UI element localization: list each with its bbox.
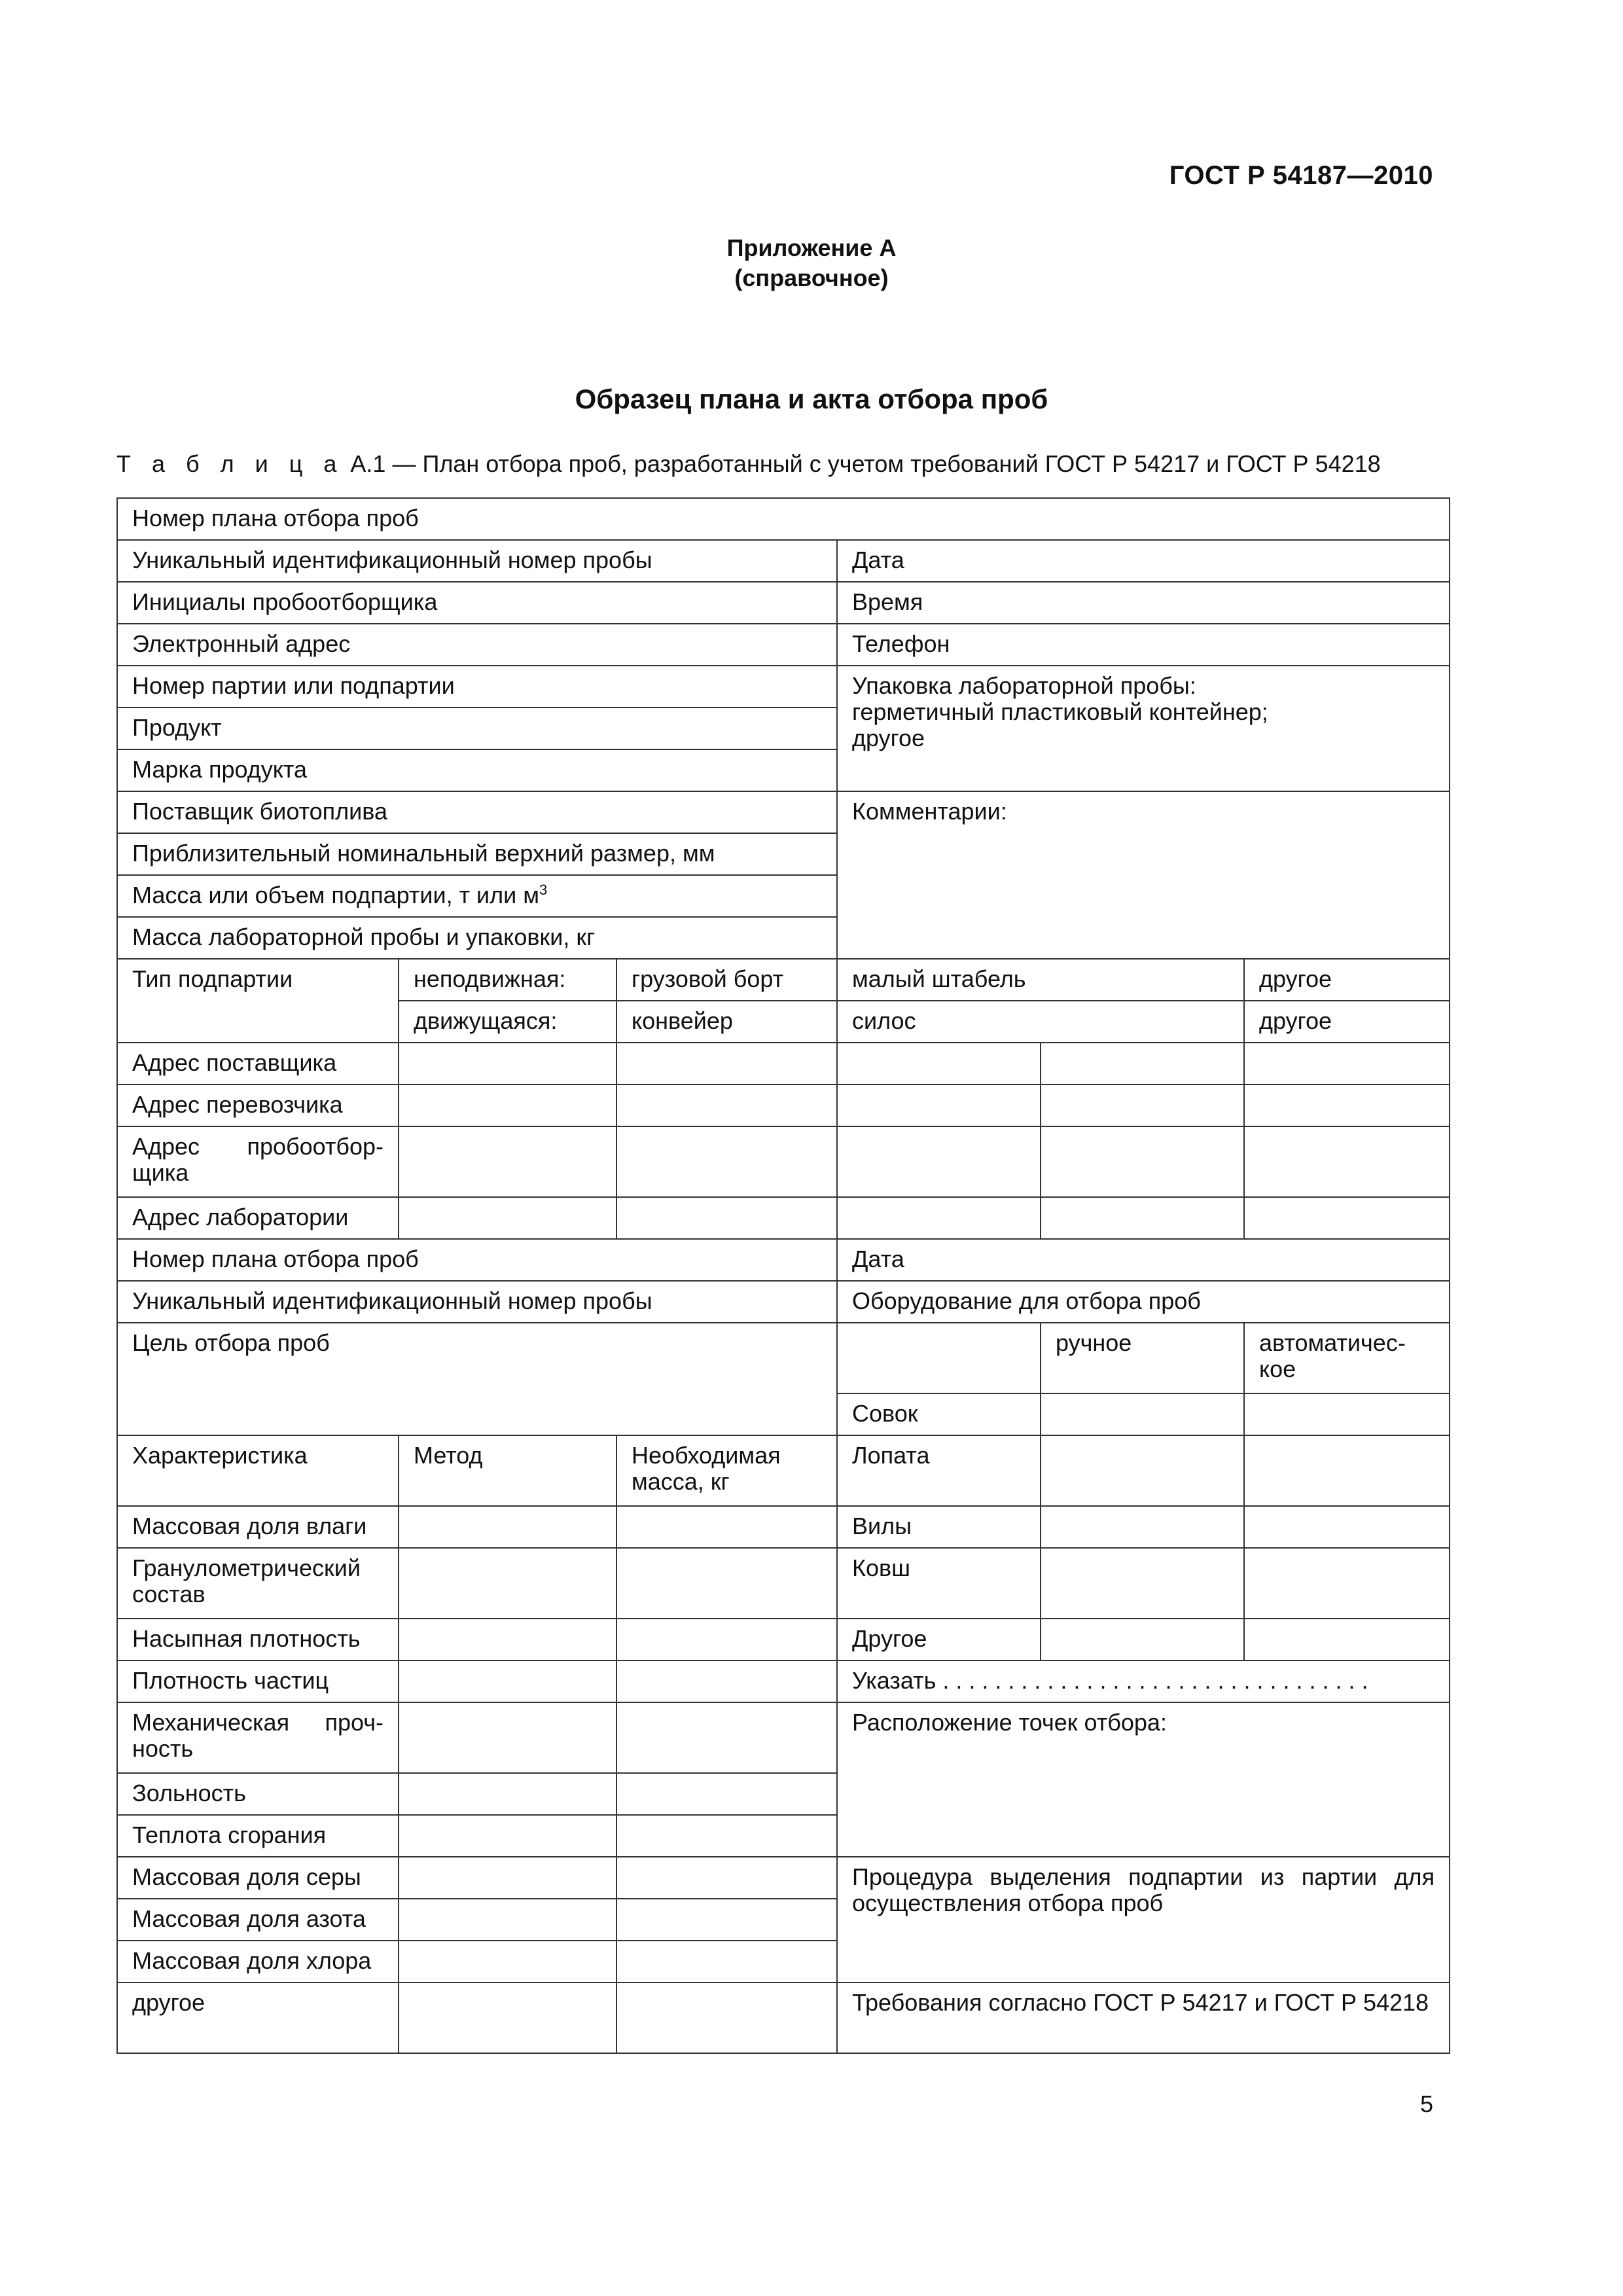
cell-bulk-density: Насыпная плотность [117, 1619, 399, 1660]
table-row [117, 1548, 1450, 1619]
caption-text: А.1 — План отбора проб, разработанный с учетом требований ГОСТ Р 54217 и ГОСТ Р 54218 [350, 450, 1381, 477]
cell-procedure: Процедура выделения подпартии из партии для осуществления отбора проб [837, 1857, 1450, 1982]
empty-cell [616, 1857, 837, 1899]
table-row [117, 791, 1450, 833]
cell-silo: силос [837, 1001, 1244, 1043]
page-number: 5 [1419, 2090, 1433, 2117]
empty-cell [1041, 1506, 1244, 1548]
cell-time: Время [837, 582, 1450, 624]
cell-product-brand: Марка продукта [117, 749, 837, 791]
mass-volume-superscript: 3 [539, 882, 548, 898]
empty-cell [837, 1126, 1041, 1197]
cell-sampling-purpose: Цель отбора проб [117, 1323, 837, 1435]
empty-cell [399, 1941, 616, 1982]
empty-cell [399, 1548, 616, 1619]
cell-characteristic: Характеристика [117, 1435, 399, 1506]
table-row [117, 1660, 1450, 1702]
empty-cell [1244, 1506, 1450, 1548]
page-heading: Образец плана и акта отбора проб [575, 384, 1048, 414]
table-row [117, 1702, 1450, 1773]
empty-cell [616, 1899, 837, 1941]
cell-sampling-points: Расположение точек отбора: [837, 1702, 1450, 1857]
table-row [117, 1982, 1450, 2053]
empty-cell [399, 1660, 616, 1702]
empty-cell [1244, 1043, 1450, 1085]
cell-calorific: Теплота сгорания [117, 1815, 399, 1857]
empty-cell [1041, 1085, 1244, 1126]
cell-specify: Указать . . . . . . . . . . . . . . . . . . . . . . . . . . . . . . . . . [837, 1660, 1450, 1702]
packaging-line: герметичный пластиковый контейнер; [852, 698, 1268, 725]
cell-particle-size: Гранулометрический состав [117, 1548, 399, 1619]
empty-cell [616, 1619, 837, 1660]
cell-plan-number: Номер плана отбора проб [117, 1239, 837, 1281]
cell-fork: Вилы [837, 1506, 1041, 1548]
empty-cell [616, 1702, 837, 1773]
cell-sampling-equipment: Оборудование для отбора проб [837, 1281, 1450, 1323]
empty-cell [616, 1660, 837, 1702]
cell-comments: Комментарии: [837, 791, 1450, 959]
empty-cell [399, 1815, 616, 1857]
empty-cell [399, 1773, 616, 1815]
table-row [117, 1435, 1450, 1506]
empty-cell [1041, 1435, 1244, 1506]
appendix-block [0, 233, 1623, 293]
cell-particle-density: Плотность частиц [117, 1660, 399, 1702]
table-row [117, 1239, 1450, 1281]
empty-cell [616, 1197, 837, 1239]
table-row [117, 1857, 1450, 1899]
cell-mech-strength: Механическая проч-ность [117, 1702, 399, 1773]
cell-supplier: Поставщик биотоплива [117, 791, 837, 833]
cell-stationary: неподвижная: [399, 959, 616, 1001]
cell-phone: Телефон [837, 624, 1450, 666]
cell-sampler-address: Адрес пробоотбор-щика [117, 1126, 399, 1197]
empty-cell [837, 1323, 1041, 1393]
empty-cell [399, 1619, 616, 1660]
empty-cell [837, 1085, 1041, 1126]
document-code: ГОСТ Р 54187—2010 [1169, 161, 1433, 190]
empty-cell [616, 1085, 837, 1126]
empty-cell [616, 1126, 837, 1197]
empty-cell [399, 1126, 616, 1197]
cell-method: Метод [399, 1435, 616, 1506]
empty-cell [399, 1857, 616, 1899]
cell-chlorine: Массовая доля хлора [117, 1941, 399, 1982]
cell-conveyor: конвейер [616, 1001, 837, 1043]
empty-cell [837, 1043, 1041, 1085]
empty-cell [1244, 1197, 1450, 1239]
table-row [117, 1126, 1450, 1197]
packaging-line: Упаковка лабораторной пробы: [852, 672, 1196, 699]
cell-moisture: Массовая доля влаги [117, 1506, 399, 1548]
table-row [117, 1085, 1450, 1126]
caption-prefix: Т а б л и ц а [116, 450, 344, 477]
cell-lab-address: Адрес лаборатории [117, 1197, 399, 1239]
cell-scoop: Совок [837, 1393, 1041, 1435]
empty-cell [616, 1982, 837, 2053]
cell-packaging [837, 666, 1450, 791]
table-caption [116, 450, 1381, 478]
empty-cell [616, 1043, 837, 1085]
cell-date: Дата [837, 1239, 1450, 1281]
appendix-type: (справочное) [734, 264, 889, 291]
cell-ladle: Ковш [837, 1548, 1041, 1619]
cell-nominal-top-size: Приблизительный номинальный верхний размер, мм [117, 833, 837, 875]
cell-automatic: автоматичес-кое [1244, 1323, 1450, 1393]
cell-email: Электронный адрес [117, 624, 837, 666]
table-row [117, 1619, 1450, 1660]
cell-carrier-address: Адрес перевозчика [117, 1085, 399, 1126]
mass-volume-label: Масса или объем подпартии, т или м [132, 882, 540, 908]
cell-other: другое [1244, 959, 1450, 1001]
table-row [117, 959, 1450, 1001]
cell-sulfur: Массовая доля серы [117, 1857, 399, 1899]
cell-nitrogen: Массовая доля азота [117, 1899, 399, 1941]
empty-cell [1041, 1126, 1244, 1197]
cell-batch-number: Номер партии или подпартии [117, 666, 837, 708]
cell-supplier-address: Адрес поставщика [117, 1043, 399, 1085]
cell-requirements: Требования согласно ГОСТ Р 54217 и ГОСТ Р 54218 [837, 1982, 1450, 2053]
empty-cell [1244, 1435, 1450, 1506]
cell-date: Дата [837, 540, 1450, 582]
empty-cell [1041, 1393, 1244, 1435]
empty-cell [399, 1043, 616, 1085]
cell-sampler-initials: Инициалы пробоотборщика [117, 582, 837, 624]
empty-cell [399, 1982, 616, 2053]
cell-small-stockpile: малый штабель [837, 959, 1244, 1001]
sampling-plan-table [116, 497, 1450, 2054]
cell-mass-volume [117, 875, 837, 917]
appendix-title: Приложение А [726, 234, 897, 261]
cell-other: другое [1244, 1001, 1450, 1043]
cell-unique-id: Уникальный идентификационный номер пробы [117, 1281, 837, 1323]
empty-cell [1041, 1197, 1244, 1239]
cell-shovel: Лопата [837, 1435, 1041, 1506]
empty-cell [1041, 1548, 1244, 1619]
empty-cell [399, 1197, 616, 1239]
table-row [117, 582, 1450, 624]
empty-cell [616, 1941, 837, 1982]
empty-cell [399, 1506, 616, 1548]
cell-lab-sample-mass: Масса лабораторной пробы и упаковки, кг [117, 917, 837, 959]
table-row [117, 1323, 1450, 1393]
cell-unique-id: Уникальный идентификационный номер пробы [117, 540, 837, 582]
packaging-line: другое [852, 725, 925, 751]
empty-cell [837, 1197, 1041, 1239]
cell-sublot-type: Тип подпартии [117, 959, 399, 1043]
cell-required-mass: Необходимая масса, кг [616, 1435, 837, 1506]
empty-cell [616, 1773, 837, 1815]
empty-cell [399, 1085, 616, 1126]
cell-ash: Зольность [117, 1773, 399, 1815]
table-row [117, 1043, 1450, 1085]
cell-moving: движущаяся: [399, 1001, 616, 1043]
empty-cell [1244, 1548, 1450, 1619]
table-row [117, 624, 1450, 666]
table-row [117, 666, 1450, 708]
empty-cell [1041, 1043, 1244, 1085]
empty-cell [399, 1702, 616, 1773]
table-row [117, 1197, 1450, 1239]
empty-cell [616, 1548, 837, 1619]
empty-cell [616, 1506, 837, 1548]
empty-cell [1244, 1126, 1450, 1197]
cell-product: Продукт [117, 708, 837, 749]
empty-cell [1244, 1393, 1450, 1435]
cell-truck-side: грузовой борт [616, 959, 837, 1001]
empty-cell [1244, 1619, 1450, 1660]
cell-other-equipment: Другое [837, 1619, 1041, 1660]
empty-cell [1244, 1085, 1450, 1126]
empty-cell [399, 1899, 616, 1941]
table-row [117, 1281, 1450, 1323]
cell-manual: ручное [1041, 1323, 1244, 1393]
cell-plan-number: Номер плана отбора проб [117, 498, 1450, 540]
cell-other-characteristic: другое [117, 1982, 399, 2053]
empty-cell [616, 1815, 837, 1857]
table-row [117, 498, 1450, 540]
table-row [117, 540, 1450, 582]
table-row [117, 1506, 1450, 1548]
empty-cell [1041, 1619, 1244, 1660]
